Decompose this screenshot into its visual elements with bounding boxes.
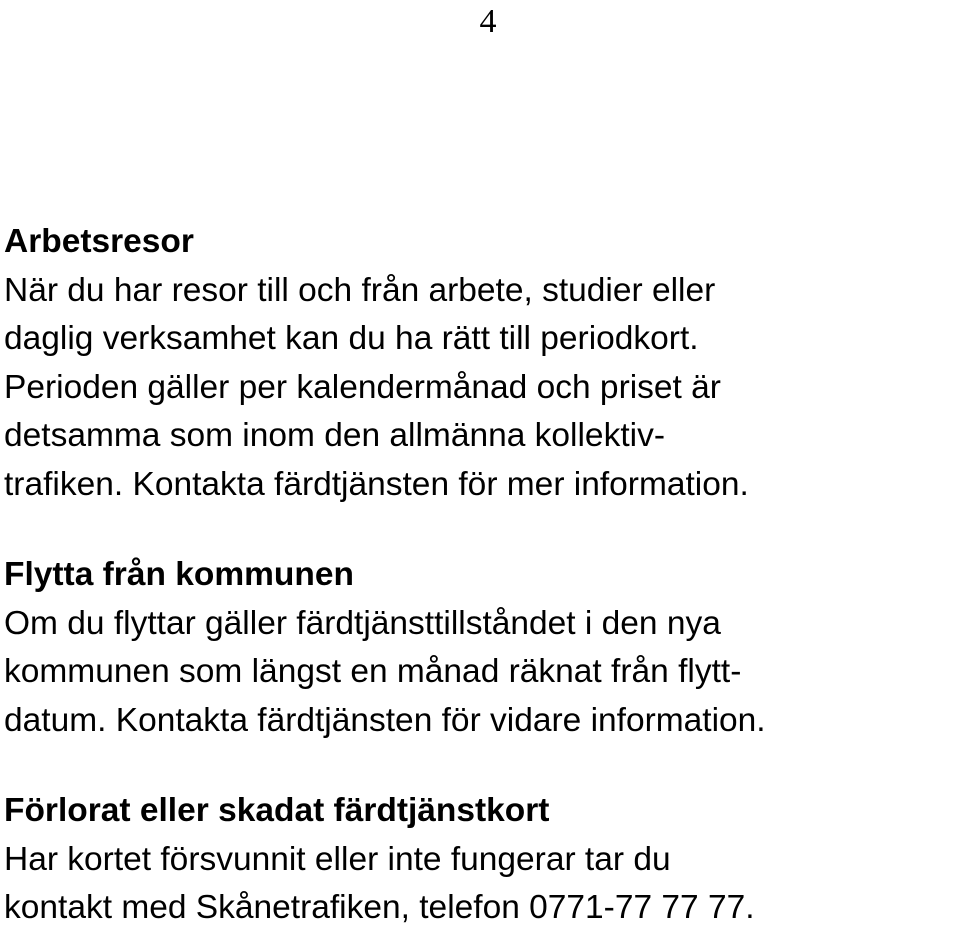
document-body: [4, 218, 956, 933]
paragraph-line: Har kortet försvunnit eller inte fungerar tar du: [4, 840, 671, 878]
paragraph-line: Perioden gäller per kalendermånad och priset är: [4, 368, 721, 406]
paragraph-line: trafiken. Kontakta färdtjänsten för mer information.: [4, 465, 749, 503]
paragraph-line: När du har resor till och från arbete, studier eller: [4, 271, 716, 309]
paragraph-line: daglig verksamhet kan du ha rätt till periodkort.: [4, 320, 699, 357]
paragraph-line: datum. Kontakta färdtjänsten för vidare information.: [4, 701, 766, 739]
paragraph-line: detsamma som inom den allmänna kollektiv-: [4, 417, 665, 454]
paragraph-line: kommunen som längst en månad räknat från flytt-: [4, 653, 742, 690]
section-flytta-fran-kommunen: [4, 551, 956, 745]
section-heading: Flytta från kommunen: [4, 556, 354, 593]
paragraph-line: Om du flyttar gäller färdtjänsttillståndet i den nya: [4, 604, 721, 642]
section-forlorat-kort: [4, 787, 956, 933]
section-heading: Förlorat eller skadat färdtjänstkort: [4, 792, 550, 829]
paragraph-line: kontakt med Skånetrafiken, telefon 0771-77 77 77.: [4, 889, 755, 926]
page-number: 4: [479, 3, 497, 40]
section-arbetsresor: [4, 218, 956, 509]
section-heading: Arbetsresor: [4, 223, 194, 260]
